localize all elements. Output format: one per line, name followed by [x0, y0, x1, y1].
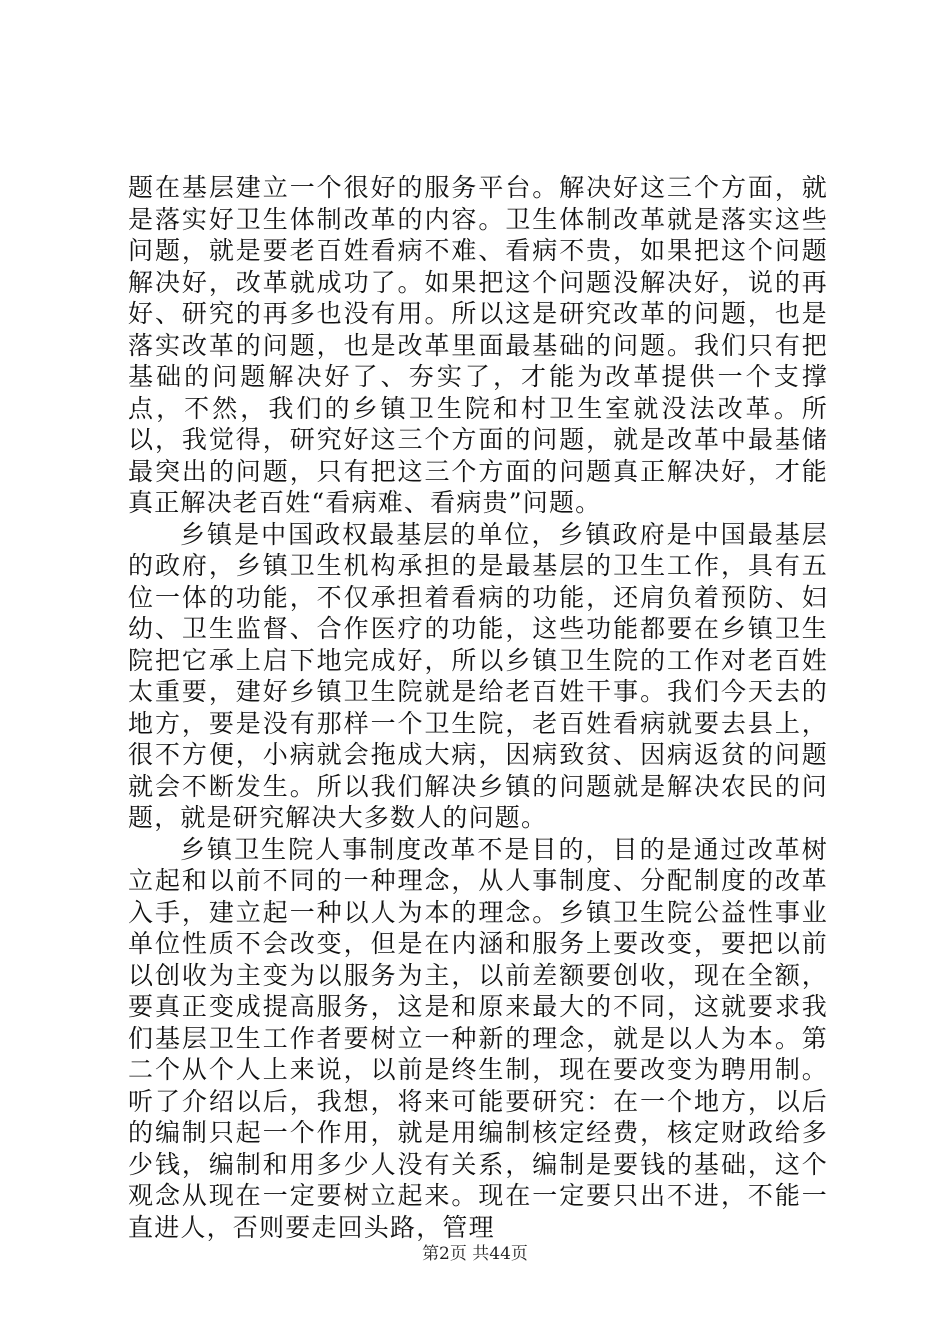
paragraph-1: 题在基层建立一个很好的服务平台。解决好这三个方面，就是落实好卫生体制改革的内容。卫生体制改革就是落实这些问题，就是要老百姓看病不难、看病不贵，如果把这个问题解决好，改革就成功了。如果把这个问题没解决好，说的再好、研究的再多也没有用。所以这是研究改革的问题，也是落实改革的问题，也是改革里面最基础的问题。我们只有把基础的问题解决好了、夯实了，才能为改革提供一个支撑点，不然，我们的乡镇卫生院和村卫生室就没法改革。所以，我觉得，研究好这三个方面的问题，就是改革中最基储最突出的问题，只有把这三个方面的问题真正解决好，才能真正解决老百姓“看病难、看病贵”问题。 [128, 173, 828, 517]
body-text [128, 172, 828, 1243]
page-footer: 第2页 共44页 [422, 1244, 528, 1264]
paragraph-2: 乡镇是中国政权最基层的单位，乡镇政府是中国最基层的政府，乡镇卫生机构承担的是最基层的卫生工作，具有五位一体的功能，不仅承担着看病的功能，还肩负着预防、妇幼、卫生监督、合作医疗的功能，这些功能都要在乡镇卫生院把它承上启下地完成好，所以乡镇卫生院的工作对老百姓太重要，建好乡镇卫生院就是给老百姓干事。我们今天去的地方，要是没有那样一个卫生院，老百姓看病就要去县上，很不方便，小病就会拖成大病，因病致贫、因病返贫的问题就会不断发生。所以我们解决乡镇的问题就是解决农民的问题，就是研究解决大多数人的问题。 [128, 519, 828, 832]
paragraph-3: 乡镇卫生院人事制度改革不是目的，目的是通过改革树立起和以前不同的一种理念，从人事制度、分配制度的改革入手，建立起一种以人为本的理念。乡镇卫生院公益性事业单位性质不会改变，但是在内涵和服务上要改变，要把以前以创收为主变为以服务为主，以前差额要创收，现在全额，要真正变成提高服务，这是和原来最大的不同，这就要求我们基层卫生工作者要树立一种新的理念，就是以人为本。第二个从个人上来说，以前是终生制，现在要改变为聘用制。听了介绍以后，我想，将来可能要研究：在一个地方，以后的编制只起一个作用，就是用编制核定经费，核定财政给多少钱，编制和用多少人没有关系，编制是要钱的基础，这个观念从现在一定要树立起来。现在一定要只出不进，不能一直进人，否则要走回头路，管理 [128, 834, 828, 1242]
